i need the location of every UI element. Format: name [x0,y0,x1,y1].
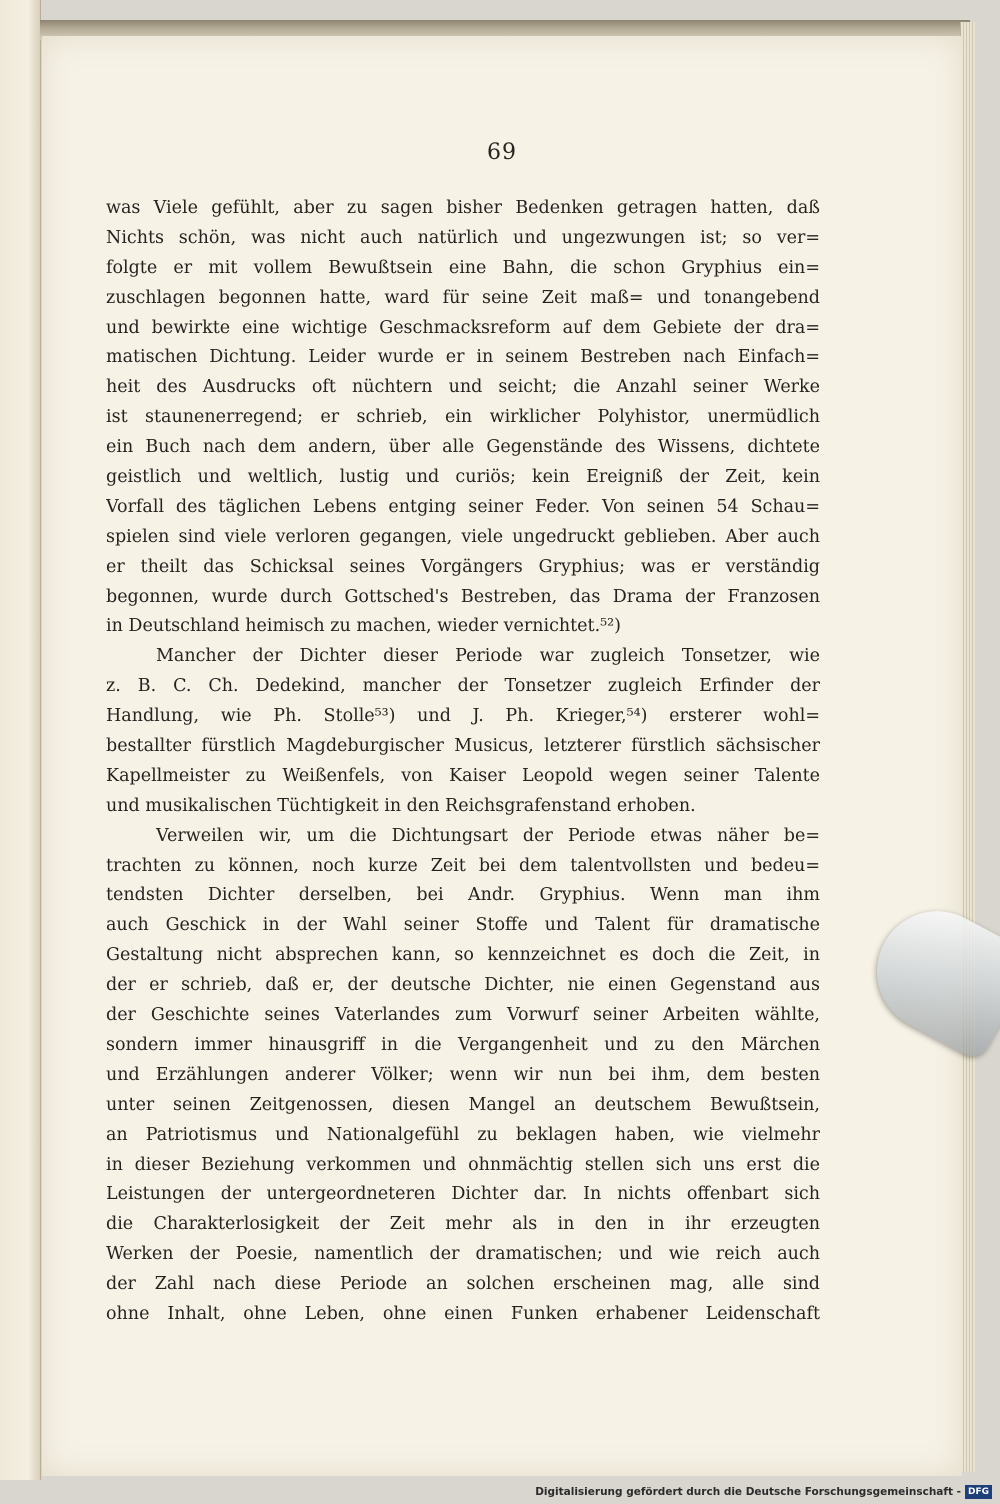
text-line: er theilt das Schicksal seines Vorgängers Gryphius; was er verständig [106,556,820,577]
dfg-logo: DFG [965,1485,992,1499]
text-line: Kapellmeister zu Weißenfels, von Kaiser Leopold wegen seiner Talente [106,765,820,786]
text-line: der er schrieb, daß er, der deutsche Dichter, nie einen Gegenstand aus [106,975,820,996]
text-line: heit des Ausdrucks oft nüchtern und seicht; die Anzahl seiner Werke [106,377,820,398]
text-line: an Patriotismus und Nationalgefühl zu beklagen haben, wie vielmehr [106,1124,820,1145]
text-line: folgte er mit vollem Bewußtsein eine Bahn, die schon Gryphius ein= [106,257,820,278]
text-line: die Charakterlosigkeit der Zeit mehr als in den in ihr erzeugten [106,1214,820,1235]
body-text [106,194,820,1330]
text-line: Verweilen wir, um die Dichtungsart der Periode etwas näher be= [156,825,820,846]
text-line: matischen Dichtung. Leider wurde er in seinem Bestreben nach Einfach= [106,347,820,368]
text-line: in dieser Beziehung verkommen und ohnmächtig stellen sich uns erst die [106,1154,820,1175]
text-line: Gestaltung nicht absprechen kann, so kennzeichnet es doch die Zeit, in [106,945,820,966]
text-line: spielen sind viele verloren gegangen, viele ungedruckt geblieben. Aber auch [106,526,820,547]
previous-page-edge [0,0,41,1480]
text-line: Handlung, wie Ph. Stolle⁵³) und J. Ph. Krieger,⁵⁴) ersterer wohl= [106,706,820,727]
text-line: was Viele gefühlt, aber zu sagen bisher Bedenken getragen hatten, daß [106,198,820,218]
text-line: Werken der Poesie, namentlich der dramatischen; und wie reich auch [106,1244,820,1265]
book-page [42,36,962,1476]
footer-credit: Digitalisierung gefördert durch die Deutsche Forschungsgemeinschaft - [535,1486,961,1498]
text-line: trachten zu können, noch kurze Zeit bei dem talentvollsten und bedeu= [106,855,820,876]
text-line: in Deutschland heimisch zu machen, wieder vernichtet.⁵²) [106,616,621,637]
text-line: z. B. C. Ch. Dedekind, mancher der Tonsetzer zugleich Erfinder der [106,676,820,697]
text-line: sondern immer hinausgriff in die Vergangenheit und zu den Märchen [106,1034,820,1055]
text-line: Mancher der Dichter dieser Periode war zugleich Tonsetzer, wie [156,646,820,667]
text-line: und bewirkte eine wichtige Geschmacksreform auf dem Gebiete der dra= [106,317,820,338]
text-line: ohne Inhalt, ohne Leben, ohne einen Funken erhabener Leidenschaft [106,1303,820,1324]
digitization-footer [535,1484,992,1500]
text-line: und Erzählungen anderer Völker; wenn wir nun bei ihm, dem besten [106,1064,820,1085]
text-line: auch Geschick in der Wahl seiner Stoffe und Talent für dramatische [106,915,820,936]
text-line: ist staunenerregend; er schrieb, ein wirklicher Polyhistor, unermüdlich [106,407,820,428]
text-line: Vorfall des täglichen Lebens entging seiner Feder. Von seinen 54 Schau= [106,496,820,517]
text-line: der Geschichte seines Vaterlandes zum Vorwurf seiner Arbeiten wählte, [106,1005,820,1026]
page-stack-edge [960,22,975,1472]
page-number: 69 [487,140,517,165]
text-line: geistlich und weltlich, lustig und curiös; kein Ereigniß der Zeit, kein [106,467,820,488]
text-line: unter seinen Zeitgenossen, diesen Mangel an deutschem Bewußtsein, [106,1094,820,1115]
text-line: begonnen, wurde durch Gottsched's Bestreben, das Drama der Franzosen [106,586,820,607]
text-line: der Zahl nach diese Periode an solchen erscheinen mag, alle sind [106,1274,820,1295]
text-line: bestallter fürstlich Magdeburgischer Musicus, letzterer fürstlich sächsischer [106,736,820,757]
text-line: tendsten Dichter derselben, bei Andr. Gryphius. Wenn man ihm [106,885,820,906]
text-line: Leistungen der untergeordneteren Dichter dar. In nichts offenbart sich [106,1184,820,1205]
text-line: ein Buch nach dem andern, über alle Gegenstände des Wissens, dichtete [106,437,820,458]
text-line: zuschlagen begonnen hatte, ward für seine Zeit maß= und tonangebend [106,287,820,308]
text-line: Nichts schön, was nicht auch natürlich und ungezwungen ist; so ver= [106,227,820,248]
text-line: und musikalischen Tüchtigkeit in den Reichsgrafenstand erhoben. [106,795,696,816]
